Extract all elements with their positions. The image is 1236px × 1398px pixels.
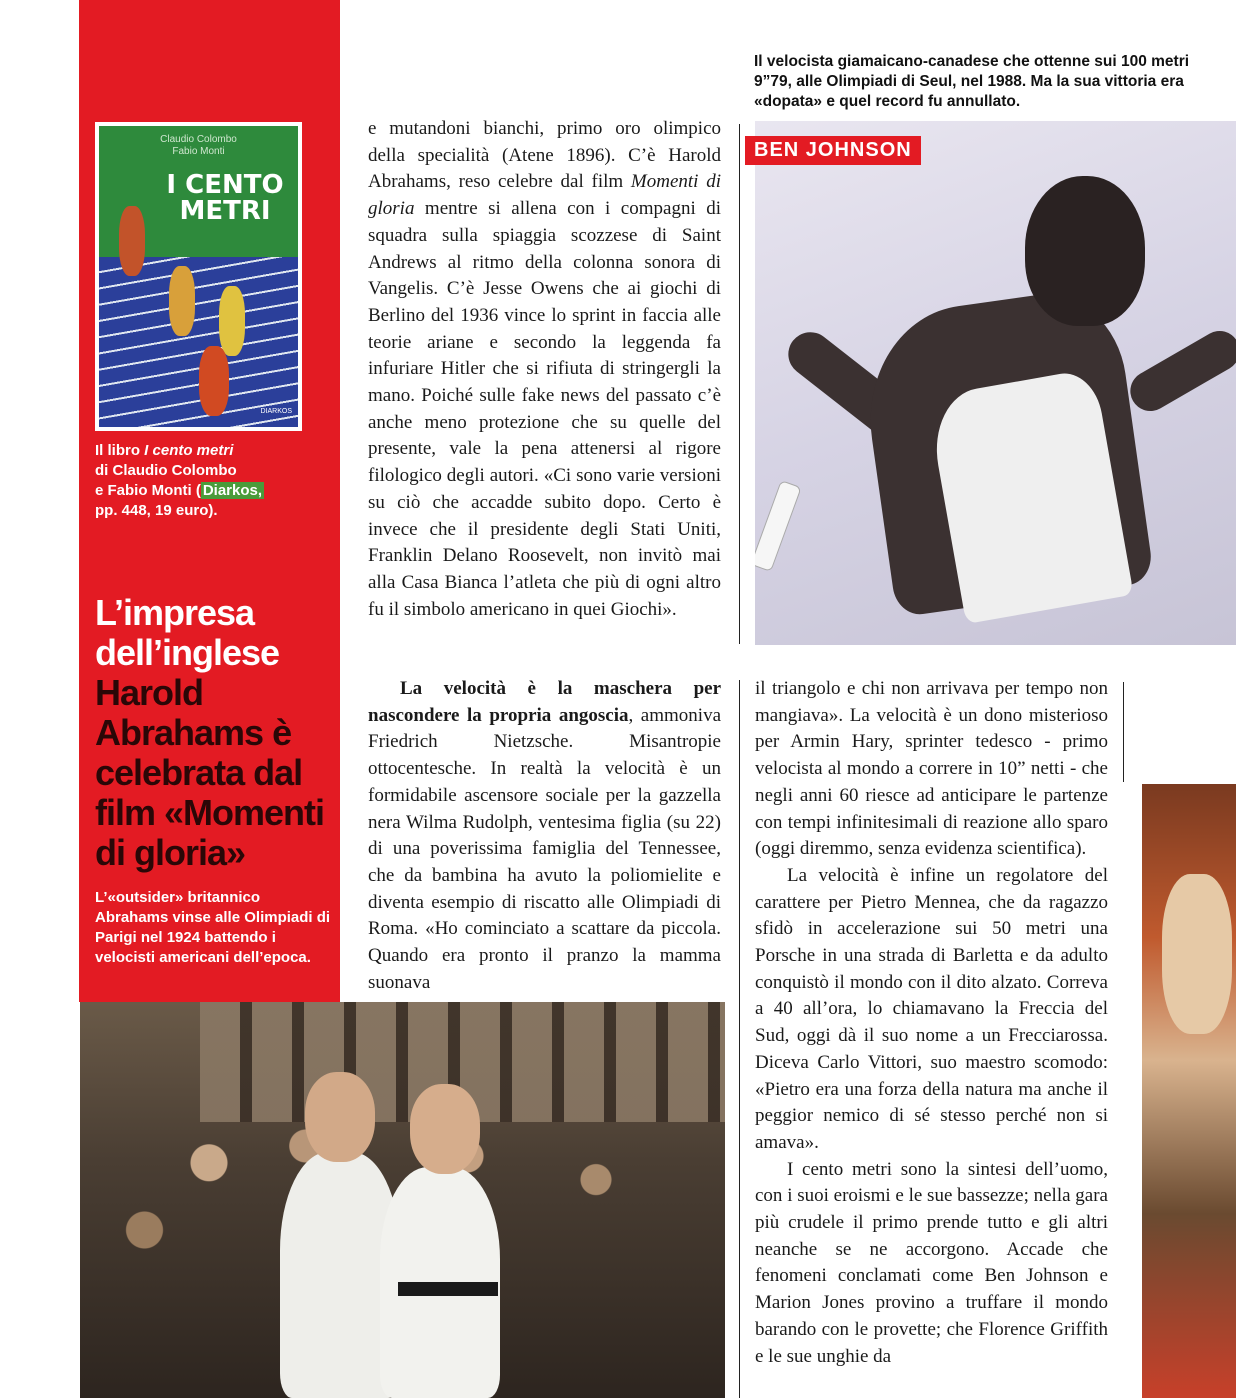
photo-head-shape (410, 1084, 480, 1174)
edge-cropped-photo (1142, 784, 1236, 1398)
column-divider (1123, 682, 1124, 782)
book-runner-figure (119, 206, 145, 276)
sidebar-headline-line: di gloria» (95, 832, 246, 873)
article-column-middle-bottom (368, 676, 721, 996)
book-runner-figure (199, 346, 229, 416)
book-runner-figure (169, 266, 195, 336)
photo-head-shape (1025, 176, 1145, 326)
article-lead-quote: La velocità è la maschera per nascondere la propria angoscia (368, 678, 721, 726)
article-paragraph: I cento metri sono la sintesi dell’uomo, con i suoi eroismi e le sue bassezze; nella gara più crudele il primo prende tutto e gli altri neanche se ne accorgono. Accade che fenomeni conclamati come Ben Johnson e Marion Jones provino a truffare il mondo barando con le provette; che Florence Griffith e le sue unghie da (755, 1158, 1108, 1367)
photo-arm-shape (1123, 324, 1236, 419)
chariots-of-fire-photo (80, 1002, 725, 1398)
film-title: Momenti di gloria (368, 171, 721, 220)
ben-johnson-label: BEN JOHNSON (745, 136, 921, 165)
book-cover-title (155, 172, 295, 224)
book-title-line2: METRI (179, 196, 271, 226)
book-cover-track-illustration (99, 257, 298, 427)
photo-head-shape (305, 1072, 375, 1162)
book-caption-line3: e Fabio Monti ( (95, 482, 201, 499)
article-column-right (755, 676, 1108, 1370)
article-paragraph (368, 116, 721, 623)
sidebar-headline-line: dell’inglese (95, 632, 280, 673)
ben-johnson-photo (755, 121, 1236, 645)
book-publisher-logo: DIARKOS (260, 408, 292, 415)
book-runner-figure (219, 286, 245, 356)
photo-waistband-shape (398, 1282, 498, 1296)
book-caption-title: I cento metri (144, 442, 234, 459)
sidebar-headline (95, 593, 335, 873)
book-caption-line4: pp. 448, 19 euro). (95, 502, 218, 519)
book-title-line1: I CENTO (166, 170, 284, 200)
book-caption-prefix: Il libro (95, 442, 145, 459)
article-paragraph: il triangolo e chi non arrivava per tempo non mangiava». La velocità è un dono misterioso per Armin Hary, sprinter tedesco - primo velocista al mondo a correre in 10” netti - che negli anni 60 riesce ad anticipare le partenze con tempi infinitesimali di reazione allo sparo (oggi diremmo, senza evidenza scientifica). (755, 678, 1108, 860)
column-divider (739, 680, 740, 1398)
article-column-middle-top (368, 116, 721, 623)
book-caption-line2: di Claudio Colombo (95, 462, 237, 479)
book-author-2: Fabio Monti (172, 146, 225, 157)
column-divider (739, 124, 740, 644)
sidebar-headline-line: celebrata dal (95, 752, 303, 793)
sidebar-caption: L’«outsider» britannico Abrahams vinse alle Olimpiadi di Parigi nel 1924 battendo i velocisti americani dell’epoca. (95, 889, 331, 966)
book-cover-authors (99, 134, 298, 158)
ben-johnson-caption: Il velocista giamaicano-canadese che ottenne sui 100 metri 9”79, alle Olimpiadi di Seul, nel 1988. Ma la sua vittoria era «dopata» e quel record fu annullato. (754, 53, 1190, 110)
book-cover-image (95, 122, 302, 431)
book-caption (95, 441, 325, 521)
book-caption-publisher: Diarkos, (202, 482, 263, 499)
article-paragraph: La velocità è infine un regolatore del carattere per Pietro Mennea, che da ragazzo sfidò in accelerazione sui 50 metri una Porsche in una strada di Barletta e da adulto conquistò il mondo con il dito alzato. Correva a 40 all’ora, lo chiamavano la Freccia del Sud, oggi dà il suo nome a un Frecciarossa. Diceva Carlo Vittori, suo maestro scomodo: «Pietro era una forza della natura ma anche il peggior nemico di sé stesso perché non si amava». (755, 864, 1108, 1153)
article-text: mentre si allena con i compagni di squadra sulla spiaggia scozzese di Saint Andrews al ritmo della colonna sonora di Vangelis. C’è Jesse Owens che ai giochi di Berlino del 1936 vince lo sprint in faccia alle teorie ariane e secondo la leggenda fa infuriare Hitler che si rifiuta di stringergli la mano. Poiché sulle fake news del passato c’è anche meno protezione che su quelle del presente, vale la pena attenersi al rigore filologico degli autori. «Ci sono varie versioni su ciò che accadde subito dopo. Certo è invece che il presidente degli Stati Uniti, Franklin Delano Roosevelt, non invitò mai alla Casa Bianca l’atleta che più di ogni altro fu il simbolo americano in quei Giochi». (368, 198, 721, 620)
book-author-1: Claudio Colombo (160, 134, 237, 145)
sidebar-headline-line: film «Momenti (95, 792, 325, 833)
photo-figure-shape (1162, 874, 1232, 1034)
sidebar-headline-line: Abrahams è (95, 712, 292, 753)
sidebar-headline-line: L’impresa (95, 592, 255, 633)
article-paragraph (368, 676, 721, 996)
photo-baton-shape (755, 480, 802, 572)
article-text: e mutandoni bianchi, primo oro olimpico della specialità (Atene 1896). C’è Harold Abrahams, reso celebre dal film (368, 118, 721, 193)
sidebar-headline-line: Harold (95, 672, 204, 713)
article-text: , ammoniva Friedrich Nietzsche. Misantropie ottocentesche. In realtà la velocità è un formidabile ascensore sociale per la gazzella nera Wilma Rudolph, ventesima figlia (su 22) di una poverissima famiglia del Tennessee, che da bambina ha avuto la poliomielite e diventa esempio di riscatto alle Olimpiadi di Roma. «Ho cominciato a scattare da piccola. Quando era pronto il pranzo la mamma suonava (368, 704, 721, 993)
